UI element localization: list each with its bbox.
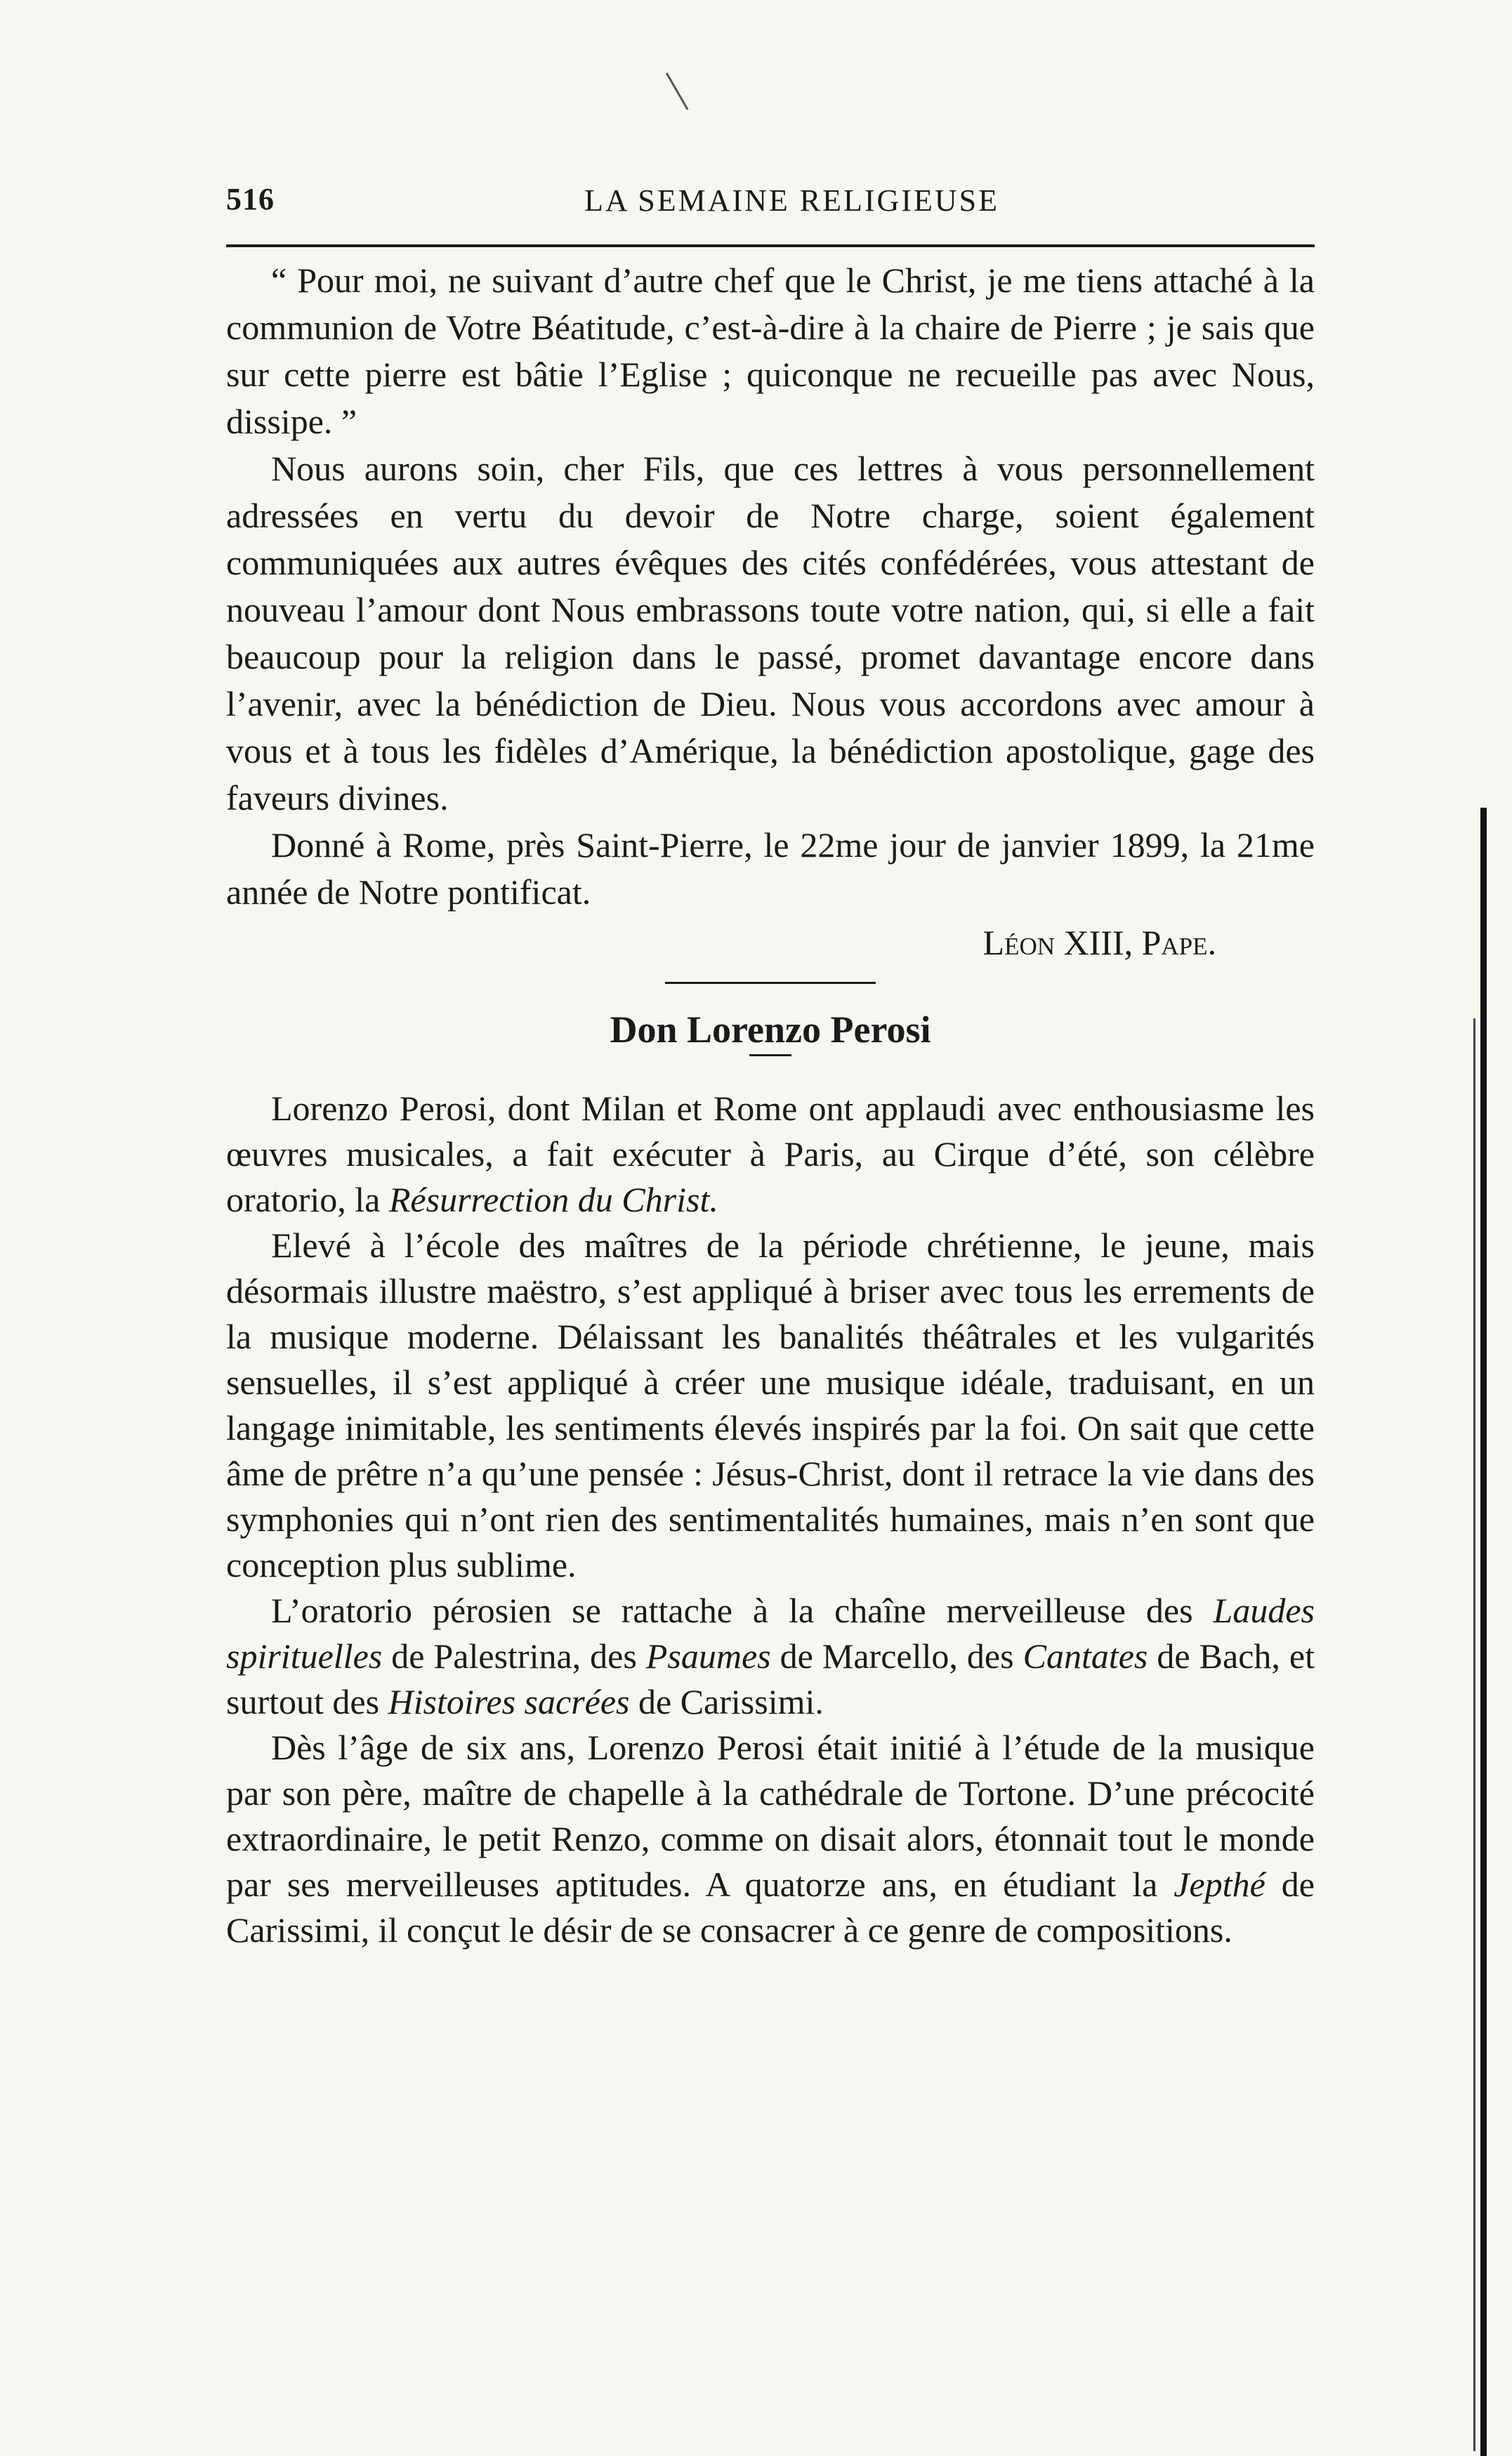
section-title: Don Lorenzo Perosi [610,1009,931,1051]
work-title: Jepthé [1174,1865,1266,1904]
text-run: Lorenzo Perosi, dont Milan et Rome ont applaudi avec enthousiasme les œuvres musicales, a fait exécuter à Paris, au Cirque d’été, son célèbre oratorio, la [226,1089,1315,1219]
text-run: L’oratorio pérosien se rattache à la chaîne merveilleuse des [271,1591,1214,1630]
page-body [226,257,1315,1953]
section-divider [665,982,876,984]
page-header [226,181,1315,223]
article-paragraph-4 [226,1725,1315,1953]
signature [226,916,1315,969]
text-run: de Carissimi, il conçut le désir de se consacrer à ce genre de compositions. [226,1865,1315,1950]
title-dash [749,1054,791,1056]
letter-paragraph-3: Donné à Rome, près Saint-Pierre, le 22me jour de janvier 1899, la 21me année de Notre pontificat. [226,825,1315,912]
work-title: Résurrection du Christ. [388,1180,718,1219]
letter-paragraph-2: Nous aurons soin, cher Fils, que ces lettres à vous personnellement adressées en vertu du devoir de Notre charge, soient également communiquées aux autres évêques des cités confédérées, vous attestant de nouveau l’amour dont Nous embrassons toute votre nation, qui, si elle a fait beaucoup pour la religion dans le passé, promet davantage encore dans l’avenir, avec la bénédiction de Dieu. Nous vous accordons avec amour à vous et à tous les fidèles d’Amérique, la bénédiction apostolique, gage des faveurs divines. [226,449,1315,817]
text-run: de Carissimi. [629,1682,824,1721]
article [226,1086,1315,1953]
article-paragraph-3 [226,1588,1315,1725]
letter-paragraph-1: “ Pour moi, ne suivant d’autre chef que le Christ, je me tiens attaché à la communion de Votre Béatitude, c’est-à-dire à la chaire de Pierre ; je sais que sur cette pierre est bâtie l’Eglise ; quiconque ne recueille pas avec Nous, dissipe. ” [226,261,1315,441]
article-paragraph-1 [226,1086,1315,1223]
text-run: de Bach, et surtout des [226,1636,1315,1721]
running-title: LA SEMAINE RELIGIEUSE [584,183,999,218]
page-number: 516 [226,182,275,216]
ink-mark [666,58,713,110]
scan-edge-shadow [1480,808,1487,2456]
work-title: Histoires sacrées [388,1682,630,1721]
header-rule [226,244,1315,247]
text-run: de Marcello, des [770,1636,1023,1676]
work-title: Cantates [1023,1636,1148,1676]
scan-edge-line [1473,1018,1475,2451]
article-paragraph-2: Elevé à l’école des maîtres de la période chrétienne, le jeune, mais désormais illustre maëstro, s’est appliqué à briser avec tous les errements de la musique moderne. Délaissant les banalités théâtrales et les vulgarités sensuelles, il s’est appliqué à créer une musique idéale, traduisant, en un langage inimitable, les sentiments élevés inspirés par la foi. On sait que cette âme de prêtre n’a qu’une pensée : Jésus-Christ, dont il retrace la vie dans des symphonies qui n’ont rien des sentimentalités humaines, mais n’en sont que conception plus sublime. [226,1226,1315,1584]
signature-text: Léon XIII, Pape. [982,923,1216,962]
work-title: Psaumes [645,1636,771,1676]
text-run: Dès l’âge de six ans, Lorenzo Perosi était initié à l’étude de la musique par son père, maître de chapelle à la cathédrale de Tortone. D’une précocité extraordinaire, le petit Renzo, comme on disait alors, étonnait tout le monde par ses merveilleuses aptitudes. A quatorze ans, en étudiant la [226,1728,1315,1904]
text-run: de Palestrina, des [382,1636,646,1676]
work-title: Laudes spirituelles [226,1591,1315,1676]
